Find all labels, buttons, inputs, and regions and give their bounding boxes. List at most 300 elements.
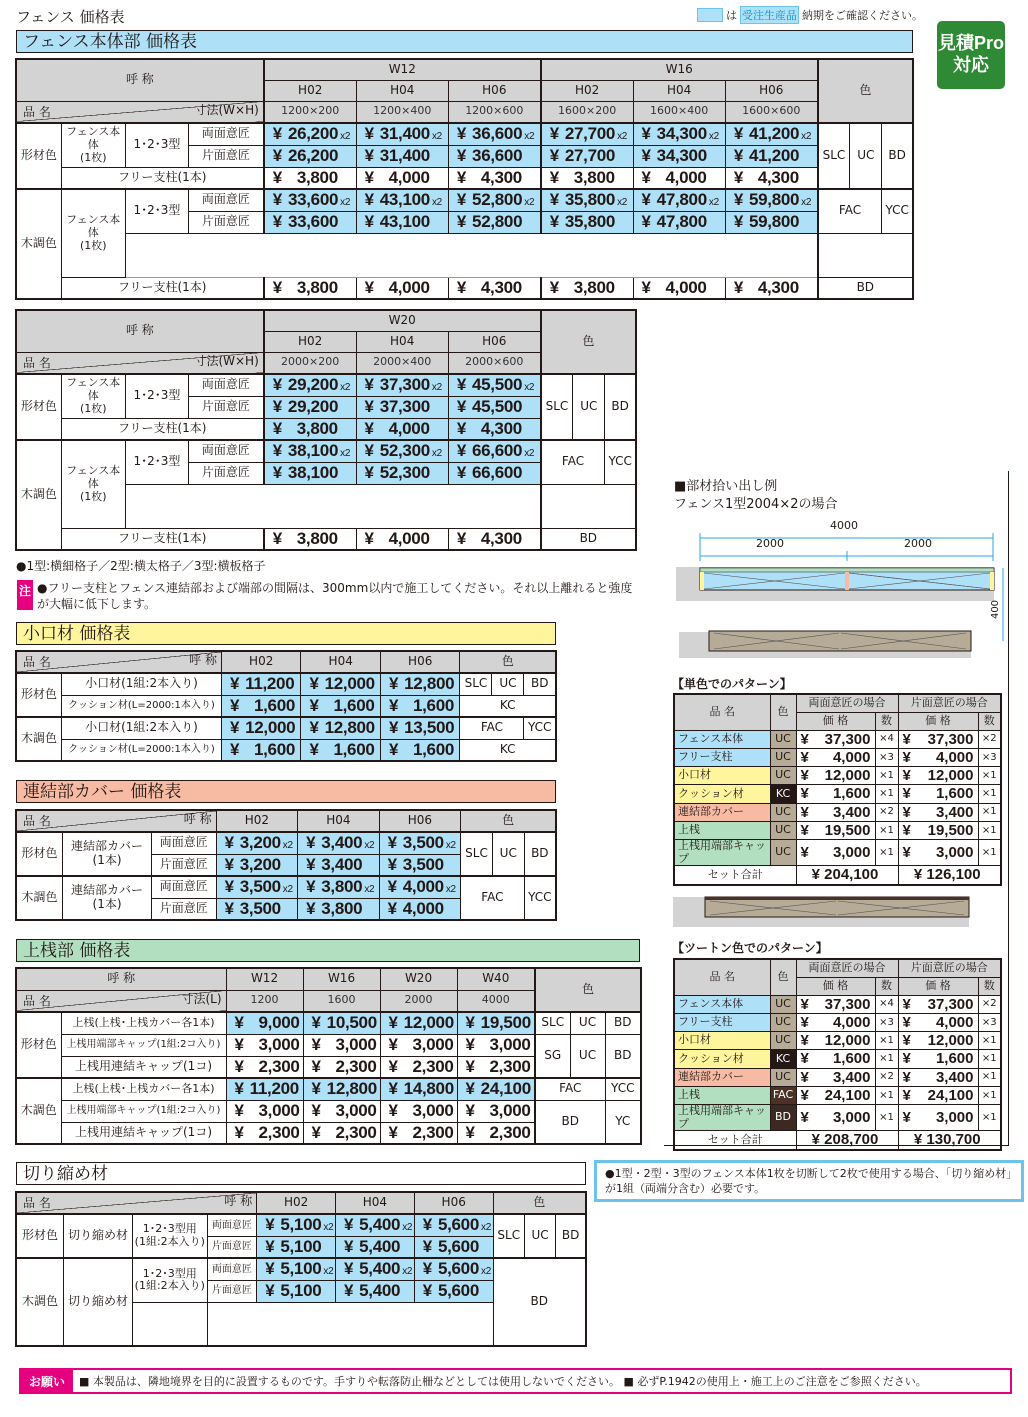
item-type: 1･2･3型 — [125, 440, 188, 484]
price-cell: ¥ 3,000 — [796, 840, 875, 866]
price-cell: ¥ 12,000 — [380, 1012, 457, 1034]
empty-cell — [207, 1302, 493, 1346]
color-code: KC — [460, 739, 556, 761]
koguchi-section-title: 小口材 価格表 — [16, 622, 556, 645]
qty-header: 数 — [978, 977, 1001, 995]
price-cell: ¥ 3,500 — [379, 854, 461, 876]
item-name: フェンス本体 — [674, 730, 770, 748]
price-cell: ¥ 5,400 — [336, 1236, 415, 1258]
qty-cell: ×1 — [875, 1032, 898, 1050]
item-name: 上桟用端部キャップ — [674, 1105, 770, 1131]
hinmei-header: 品 名 — [674, 694, 770, 730]
total-katamen: ¥ 130,700 — [898, 1131, 1001, 1150]
price-cell: ¥ 3,500 x2 — [379, 832, 461, 854]
post-label: フリー支柱(1本) — [61, 528, 264, 550]
price-cell: ¥ 3,800 — [541, 167, 633, 189]
row-keizai: 形材色 — [16, 832, 63, 876]
color-header: 色 — [770, 959, 796, 995]
row-keizai: 形材色 — [16, 1012, 61, 1078]
price-cell: ¥ 5,400 x2 — [336, 1214, 415, 1236]
hinmei-yobi-header: 品 名 呼 称 — [16, 810, 216, 832]
ryomen-label: 両面意匠 — [207, 1214, 257, 1236]
top-rail-section-title: 上桟部 価格表 — [16, 939, 640, 962]
price-cell: ¥ 3,200 x2 — [216, 832, 298, 854]
item-type: 1･2･3型 — [125, 123, 188, 167]
price-cell: ¥ 66,600 — [448, 462, 540, 484]
dim: 1200 — [226, 990, 303, 1012]
empty-cell — [541, 484, 636, 528]
price-cell: ¥ 3,500 x2 — [216, 876, 298, 898]
price-cell: ¥ 3,400 — [796, 1068, 875, 1086]
price-cell: ¥ 24,100 — [796, 1086, 875, 1104]
col-h02: H02 — [216, 810, 298, 832]
color-code: YCC — [524, 876, 556, 920]
qty-header: 数 — [875, 977, 898, 995]
price-cell: ¥ 4,000 — [356, 418, 448, 440]
dim: 1200×200 — [264, 101, 356, 123]
price-cell: ¥ 38,100 — [264, 462, 356, 484]
empty-cell — [818, 233, 913, 277]
color-code: BD — [882, 123, 913, 189]
caution-text: ●フリー支柱とフェンス連結部および端部の間隔は、300mm以内で施工してください。それ以上離れると強度が大幅に低下します。 — [37, 581, 633, 611]
price-cell: ¥ 1,600 — [221, 695, 301, 717]
qty-cell: ×1 — [978, 1050, 1001, 1068]
col-h04: H04 — [633, 80, 725, 101]
pattern-row — [674, 730, 1001, 748]
col-h02: H02 — [221, 651, 301, 673]
item-name: 上桟用端部キャップ — [674, 840, 770, 866]
type-note: ●1型:横細格子／2型:横太格子／3型:横板格子 — [16, 559, 266, 573]
price-cell: ¥ 1,600 — [898, 785, 978, 803]
price-cell: ¥ 3,000 — [380, 1100, 457, 1122]
pro-badge-line1: 見積Pro — [937, 33, 1004, 53]
item-type: 1･2･3型 — [125, 189, 188, 233]
price-cell: ¥ 3,500 — [216, 898, 298, 920]
body-price-table-w20 — [15, 309, 637, 551]
qty-cell: ×1 — [875, 840, 898, 866]
price-cell: ¥ 3,800 — [298, 898, 380, 920]
color-code: BD — [541, 528, 636, 550]
katamen-label: 片面意匠 — [189, 211, 264, 233]
dim: 1200×600 — [448, 101, 540, 123]
col-w12: W12 — [226, 968, 303, 990]
color-header: 色 — [493, 1192, 586, 1214]
item-name: 切り縮め材 — [63, 1214, 132, 1258]
katamen-label: 片面意匠 — [152, 898, 217, 920]
qty-cell: ×1 — [978, 1032, 1001, 1050]
col-h06: H06 — [725, 80, 817, 101]
qty-cell: ×1 — [978, 767, 1001, 785]
group-header-w12: W12 — [264, 59, 541, 80]
mono-pattern-table — [673, 693, 1002, 886]
color-code: BD — [493, 1258, 586, 1346]
row-mokucho: 木調色 — [16, 1258, 63, 1346]
dim-right: 2000 — [904, 537, 932, 550]
post-label: フリー支柱(1本) — [61, 418, 264, 440]
price-cell: ¥ 12,800 — [303, 1078, 380, 1100]
item-name: 小口材 — [674, 767, 770, 785]
price-cell: ¥ 33,600 — [264, 211, 356, 233]
color-swatch: UC — [770, 995, 796, 1013]
color-code: BD — [605, 1034, 641, 1078]
price-cell: ¥ 3,400 — [898, 1068, 978, 1086]
price-cell: ¥ 12,000 — [301, 673, 381, 695]
dim: 4000 — [457, 990, 535, 1012]
item-name: 小口材 — [674, 1032, 770, 1050]
twotone-rows — [674, 995, 1001, 1131]
total-katamen: ¥ 126,100 — [898, 866, 1001, 885]
page-title: フェンス 価格表 — [16, 8, 125, 26]
price-cell: ¥ 1,600 — [301, 695, 381, 717]
example-title: ■部材拾い出し例 — [674, 479, 778, 494]
color-code: SLC — [535, 1012, 570, 1034]
hinmei-sunpo-header: 品 名 寸法(L) — [16, 990, 226, 1012]
color-swatch: UC — [770, 821, 796, 839]
row-keizai: 形材色 — [16, 374, 61, 440]
qty-cell: ×1 — [978, 1105, 1001, 1131]
price-cell: ¥ 3,000 — [303, 1100, 380, 1122]
price-cell: ¥ 37,300 — [898, 730, 978, 748]
item-name: 連結部カバー — [674, 803, 770, 821]
mono-pattern-title: 【単色でのパターン】 — [672, 677, 792, 691]
hinmei-header: 品 名 — [674, 959, 770, 995]
color-code: SG — [535, 1034, 570, 1078]
price-cell: ¥ 11,200 — [221, 673, 301, 695]
price-cell: ¥ 38,100 x2 — [264, 440, 356, 462]
color-code: UC — [492, 832, 524, 876]
pattern-row — [674, 1050, 1001, 1068]
color-swatch: KC — [770, 785, 796, 803]
qty-header: 数 — [875, 712, 898, 730]
yobi-header: 呼 称 — [16, 59, 264, 101]
color-swatch: UC — [770, 730, 796, 748]
pattern-row — [674, 748, 1001, 766]
twotone-pattern-table — [673, 958, 1002, 1151]
price-cell: ¥ 41,200 x2 — [725, 123, 817, 145]
item-name: 上桟用端部キャップ(1組:2コ入り) — [61, 1100, 226, 1122]
color-code: BD — [535, 1100, 605, 1144]
item-body: フェンス本体 (1枚) — [61, 374, 125, 418]
color-code: BD — [524, 673, 556, 695]
color-code: SLC — [493, 1214, 524, 1258]
color-code: YCC — [605, 1078, 641, 1100]
qty-cell: ×2 — [875, 803, 898, 821]
qty-cell: ×3 — [978, 748, 1001, 766]
price-cell: ¥ 12,800 — [380, 673, 460, 695]
caution-mark: 注 — [17, 580, 33, 610]
color-code: BD — [605, 374, 636, 440]
col-h06: H06 — [448, 331, 540, 352]
qty-cell: ×1 — [978, 1086, 1001, 1104]
pattern-row — [674, 803, 1001, 821]
row-mokucho: 木調色 — [16, 1078, 61, 1144]
price-cell: ¥ 3,000 — [303, 1034, 380, 1056]
price-cell: ¥ 12,000 — [796, 1032, 875, 1050]
price-cell: ¥ 3,800 x2 — [298, 876, 380, 898]
price-header: 価 格 — [898, 712, 978, 730]
color-swatch: UC — [770, 748, 796, 766]
pro-badge-line2: 対応 — [953, 55, 989, 75]
katamen-label: 片面意匠 — [189, 462, 264, 484]
col-h06: H06 — [448, 80, 540, 101]
item-name: クッション材 — [674, 1050, 770, 1068]
mono-rows — [674, 730, 1001, 866]
price-cell: ¥ 2,300 — [226, 1122, 303, 1144]
example-subtitle: フェンス1型2004×2の場合 — [674, 497, 838, 512]
col-h04: H04 — [356, 80, 448, 101]
hinmei-yobi-header: 品 名 呼 称 — [16, 1192, 257, 1214]
price-cell: ¥ 2,300 — [380, 1056, 457, 1078]
color-header: 色 — [460, 651, 556, 673]
price-cell: ¥ 1,600 — [301, 739, 381, 761]
price-cell: ¥ 10,500 — [303, 1012, 380, 1034]
price-cell: ¥ 12,000 — [898, 767, 978, 785]
col-h04: H04 — [298, 810, 380, 832]
dim: 1600×200 — [541, 101, 633, 123]
price-cell: ¥ 3,800 — [264, 167, 356, 189]
price-cell: ¥ 37,300 — [796, 995, 875, 1013]
price-cell: ¥ 4,000 — [633, 277, 725, 299]
item-name: フリー支柱 — [674, 748, 770, 766]
color-code: FAC — [460, 717, 524, 739]
col-h02: H02 — [264, 331, 356, 352]
col-h04: H04 — [336, 1192, 415, 1214]
hinmei-sunpo-header — [16, 101, 264, 123]
item-name: 小口材(1組:2本入り) — [61, 717, 221, 739]
color-code: YC — [605, 1100, 641, 1144]
ryomen-label: 両面意匠 — [189, 189, 264, 211]
price-cell: ¥ 4,000 — [633, 167, 725, 189]
price-cell: ¥ 24,100 — [898, 1086, 978, 1104]
ryomen-header: 両面意匠の場合 — [796, 694, 898, 712]
legend-prefix: は — [726, 9, 737, 22]
qty-cell: ×1 — [875, 1050, 898, 1068]
pattern-row — [674, 840, 1001, 866]
col-h02: H02 — [541, 80, 633, 101]
dim: 1600 — [303, 990, 380, 1012]
price-cell: ¥ 5,600 — [414, 1236, 493, 1258]
qty-cell: ×3 — [875, 1013, 898, 1031]
color-code: UC — [850, 123, 882, 189]
price-cell: ¥ 31,400 x2 — [356, 123, 448, 145]
dim-left: 2000 — [756, 537, 784, 550]
qty-cell: ×3 — [875, 748, 898, 766]
hinmei-yobi-header: 品 名 呼 称 — [16, 651, 221, 673]
price-cell: ¥ 1,600 — [221, 739, 301, 761]
price-cell: ¥ 4,000 — [356, 167, 448, 189]
katamen-label: 片面意匠 — [152, 854, 217, 876]
price-cell: ¥ 59,800 x2 — [725, 189, 817, 211]
color-code: YCC — [882, 189, 913, 233]
col-h02: H02 — [257, 1192, 336, 1214]
top-rail-price-table — [15, 967, 642, 1145]
color-swatch: BD — [770, 1105, 796, 1131]
color-code: FAC — [818, 189, 882, 233]
katamen-header: 片面意匠の場合 — [898, 959, 1001, 977]
color-code: FAC — [535, 1078, 605, 1100]
price-cell: ¥ 19,500 — [898, 821, 978, 839]
row-mokucho: 木調色 — [16, 717, 61, 761]
ryomen-header: 両面意匠の場合 — [796, 959, 898, 977]
price-cell: ¥ 3,200 — [216, 854, 298, 876]
shrink-note: ●1型・2型・3型のフェンス本体1枚を切断して2枚で使用する場合、「切り縮め材」が1組（両端分含む）必要です。 — [594, 1160, 1024, 1202]
ryomen-label: 両面意匠 — [152, 876, 217, 898]
koguchi-price-table — [15, 650, 557, 762]
item-name: クッション材 — [674, 785, 770, 803]
price-cell: ¥ 41,200 — [725, 145, 817, 167]
ryomen-label: 両面意匠 — [189, 374, 264, 396]
price-cell: ¥ 5,100 x2 — [257, 1214, 336, 1236]
dim: 2000 — [380, 990, 457, 1012]
hinmei-sunpo-header: 品 名 寸法(W×H) — [16, 352, 264, 374]
color-code: UC — [492, 673, 524, 695]
price-cell: ¥ 36,600 — [448, 145, 540, 167]
item-name: 小口材(1組:2本入り) — [61, 673, 221, 695]
color-code: KC — [460, 695, 556, 717]
row-mokucho: 木調色 — [16, 189, 61, 299]
cover-price-table — [15, 809, 557, 921]
item-body: フェンス本体 (1枚) — [61, 440, 125, 528]
row-keizai: 形材色 — [16, 673, 61, 717]
price-cell: ¥ 3,000 — [226, 1034, 303, 1056]
price-cell: ¥ 37,300 — [356, 396, 448, 418]
price-cell: ¥ 4,000 — [379, 898, 461, 920]
item-type: 1･2･3型用 (1組:2本入り) — [133, 1258, 207, 1302]
price-cell: ¥ 1,600 — [380, 695, 460, 717]
color-code: BD — [556, 1214, 586, 1258]
col-h02: H02 — [264, 80, 356, 101]
price-cell: ¥ 4,000 — [356, 277, 448, 299]
pattern-row — [674, 1032, 1001, 1050]
item-type: 1･2･3型用 (1組:2本入り) — [133, 1214, 207, 1258]
color-swatch: KC — [770, 1050, 796, 1068]
price-cell: ¥ 2,300 — [457, 1122, 535, 1144]
color-swatch: UC — [770, 840, 796, 866]
dim: 1200×400 — [356, 101, 448, 123]
price-cell: ¥ 4,000 — [898, 1013, 978, 1031]
color-code: SLC — [541, 374, 573, 440]
price-cell: ¥ 12,800 — [301, 717, 381, 739]
price-cell: ¥ 19,500 — [457, 1012, 535, 1034]
color-swatch: UC — [770, 767, 796, 785]
item-name: 上桟 — [674, 1086, 770, 1104]
yobi-header: 呼 称 — [16, 968, 226, 990]
col-w20: W20 — [380, 968, 457, 990]
col-h04: H04 — [356, 331, 448, 352]
price-cell: ¥ 3,400 — [898, 803, 978, 821]
price-cell: ¥ 36,600 x2 — [448, 123, 540, 145]
group-header-w16: W16 — [541, 59, 818, 80]
price-cell: ¥ 5,600 — [414, 1280, 493, 1302]
price-cell: ¥ 37,300 — [796, 730, 875, 748]
price-cell: ¥ 27,700 x2 — [541, 123, 633, 145]
price-cell: ¥ 2,300 — [303, 1056, 380, 1078]
qty-cell: ×1 — [978, 840, 1001, 866]
price-cell: ¥ 2,300 — [457, 1056, 535, 1078]
post-label: フリー支柱(1本) — [61, 167, 264, 189]
item-body: フェンス本体 (1枚) — [61, 189, 125, 277]
price-cell: ¥ 4,000 — [356, 528, 448, 550]
katamen-header: 片面意匠の場合 — [898, 694, 1001, 712]
katamen-label: 片面意匠 — [207, 1236, 257, 1258]
color-code: BD — [605, 1012, 641, 1034]
price-cell: ¥ 5,100 — [257, 1280, 336, 1302]
qty-cell: ×2 — [875, 1068, 898, 1086]
item-name: 上桟(上桟･上桟カバー各1本) — [61, 1078, 226, 1100]
body-section-title: フェンス本体部 価格表 — [16, 30, 913, 53]
item-type: 1･2･3型 — [125, 374, 188, 418]
item-name: フリー支柱 — [674, 1013, 770, 1031]
price-cell: ¥ 3,800 — [264, 277, 356, 299]
col-w40: W40 — [457, 968, 535, 990]
notice-bar — [19, 1368, 1012, 1394]
cover-section-title: 連結部カバー 価格表 — [16, 780, 556, 803]
color-header: 色 — [818, 59, 913, 123]
price-cell: ¥ 52,800 — [448, 211, 540, 233]
notice-label: お願い — [21, 1370, 73, 1392]
dim: 2000×200 — [264, 352, 356, 374]
example-panel — [664, 471, 1009, 1149]
katamen-label: 片面意匠 — [189, 145, 264, 167]
price-cell: ¥ 3,400 — [298, 854, 380, 876]
price-cell: ¥ 5,100 x2 — [257, 1258, 336, 1280]
color-header: 色 — [461, 810, 556, 832]
empty-cell — [125, 484, 540, 528]
legend-suffix: 納期をご確認ください。 — [802, 9, 923, 22]
price-cell: ¥ 1,600 — [796, 785, 875, 803]
price-cell: ¥ 3,400 — [796, 803, 875, 821]
legend-badge: 受注生産品 — [740, 6, 799, 24]
price-cell: ¥ 3,800 — [541, 277, 633, 299]
price-cell: ¥ 3,000 — [898, 1105, 978, 1131]
col-h04: H04 — [301, 651, 381, 673]
price-cell: ¥ 5,600 x2 — [414, 1258, 493, 1280]
price-cell: ¥ 3,800 — [264, 418, 356, 440]
legend-swatch — [697, 8, 723, 22]
katamen-label: 片面意匠 — [207, 1280, 257, 1302]
color-code: FAC — [541, 440, 605, 484]
price-cell: ¥ 52,300 x2 — [356, 440, 448, 462]
price-cell: ¥ 12,000 — [221, 717, 301, 739]
total-label: セット合計 — [674, 1131, 796, 1150]
dim: 2000×600 — [448, 352, 540, 374]
color-code: YCC — [605, 440, 636, 484]
color-code: BD — [524, 832, 556, 876]
price-cell: ¥ 4,000 — [898, 748, 978, 766]
dim: 1600×400 — [633, 101, 725, 123]
dim: 2000×400 — [356, 352, 448, 374]
shrink-price-table — [15, 1191, 587, 1347]
price-cell: ¥ 37,300 — [898, 995, 978, 1013]
pattern-row — [674, 1013, 1001, 1031]
price-cell: ¥ 13,500 — [380, 717, 460, 739]
price-cell: ¥ 4,300 — [448, 167, 540, 189]
qty-header: 数 — [978, 712, 1001, 730]
ryomen-label: 両面意匠 — [152, 832, 217, 854]
item-name: 上桟用連結キャップ(1コ) — [61, 1122, 226, 1144]
price-cell: ¥ 1,600 — [380, 739, 460, 761]
price-cell: ¥ 4,000 — [796, 748, 875, 766]
color-code: SLC — [461, 832, 493, 876]
qty-cell: ×1 — [978, 1068, 1001, 1086]
price-cell: ¥ 5,400 x2 — [336, 1258, 415, 1280]
price-cell: ¥ 3,000 — [457, 1100, 535, 1122]
pattern-row — [674, 821, 1001, 839]
col-h06: H06 — [379, 810, 461, 832]
qty-cell: ×1 — [875, 821, 898, 839]
price-cell: ¥ 26,200 x2 — [264, 123, 356, 145]
col-h06: H06 — [414, 1192, 493, 1214]
